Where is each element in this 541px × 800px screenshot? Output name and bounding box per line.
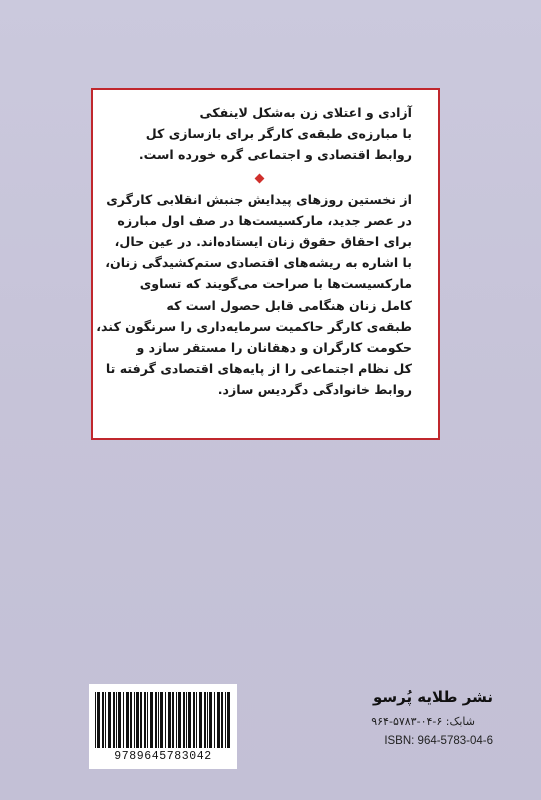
blurb-line: مارکسیست‌ها با صراحت می‌گویند که تساوی xyxy=(139,276,412,292)
barcode-number: 9789645783042 xyxy=(114,750,212,763)
blurb-paragraph-2 xyxy=(96,189,412,401)
isbn-latin: ISBN: 964-5783-04-6 xyxy=(384,735,493,747)
isbn-persian: شابک: ۶-۰۴-۵۷۸۳-۹۶۴ xyxy=(371,715,475,728)
blurb-line: برای احقاق حقوق زنان ایستاده‌اند. در عین حال، xyxy=(114,234,412,250)
blurb-paragraph-1 xyxy=(107,102,412,166)
blurb-line: روابط اقتصادی و اجتماعی گره خورده است. xyxy=(138,147,412,163)
blurb-line: روابط خانوادگی دگردیس سازد. xyxy=(217,382,412,398)
blurb-line: آزادی و اعتلای زن به‌شکل لاینفکی xyxy=(199,105,412,120)
blurb-line: با مبارزه‌ی طبقه‌ی کارگر برای بازسازی کل xyxy=(145,126,412,142)
isbn-barcode xyxy=(89,684,237,769)
diamond-ornament-icon xyxy=(255,173,265,183)
blurb-line: طبقه‌ی کارگر حاکمیت سرمایه‌داری را سرنگون کند، xyxy=(96,318,412,334)
blurb-box xyxy=(91,88,440,440)
blurb-line: کامل زنان هنگامی قابل حصول است که xyxy=(166,297,412,313)
blurb-line: با اشاره به ریشه‌های اقتصادی ستم‌کشیدگی زنان، xyxy=(105,255,412,271)
blurb-line: در عصر جدید، مارکسیست‌ها در صف اول مبارزه xyxy=(117,212,412,228)
separator xyxy=(107,166,412,189)
publisher-name: نشر طلایه پُرسو xyxy=(372,688,493,706)
blurb-line: حکومت کارگران و دهقانان را مستقر سازد و xyxy=(136,340,412,356)
blurb-line: از نخستین روزهای پیدایش جنبش انقلابی کارگری xyxy=(106,191,412,207)
blurb-line: کل نظام اجتماعی را از پایه‌های اقتصادی گرفته تا xyxy=(105,361,412,377)
barcode-bars xyxy=(95,692,231,748)
barcode-bar xyxy=(230,692,231,748)
